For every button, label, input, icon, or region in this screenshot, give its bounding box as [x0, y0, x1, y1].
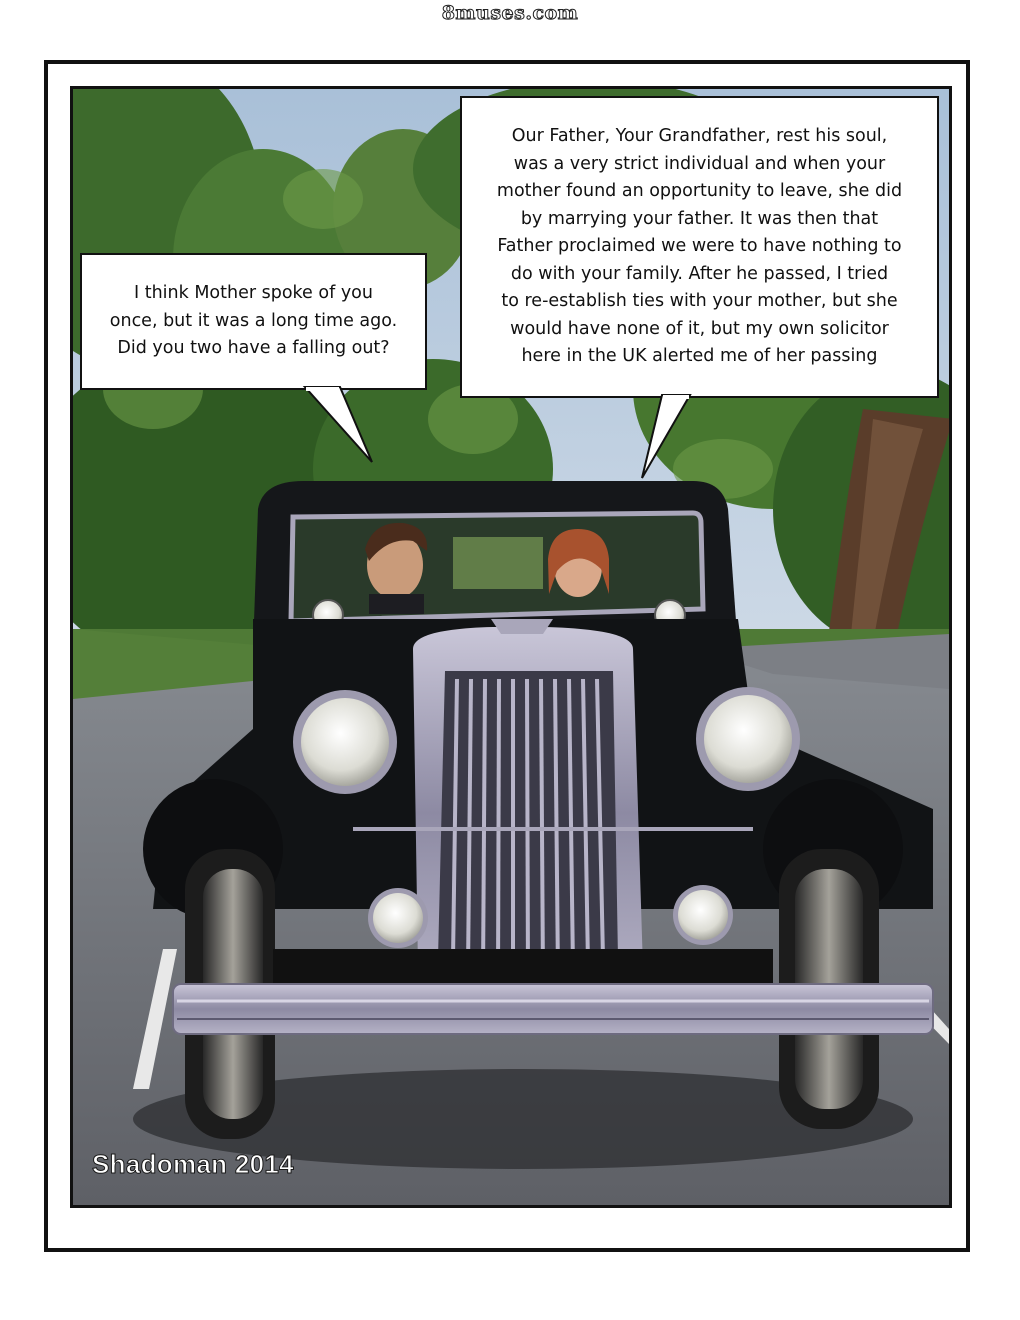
artist-signature: Shadoman 2014 — [92, 1149, 294, 1179]
speech-bubble-right-text: Our Father, Your Grandfather, rest his soul, was a very strict individual and when your mother found an opportunity to leave, she did by marrying your father. It was then that Father proclaimed we were to have nothing to do with your family. After he passed, I tried to re-establish ties with your mother, but she would have none of it, but my own solicitor here in the UK alerted me of her passing — [496, 126, 903, 367]
speech-bubble-left-text: I think Mother spoke of you once, but it was a long time ago. Did you two have a falling out? — [109, 283, 398, 359]
speech-bubble-right — [460, 96, 939, 398]
site-logo: 8muses.com — [441, 2, 579, 24]
speech-bubble-left — [80, 253, 427, 390]
